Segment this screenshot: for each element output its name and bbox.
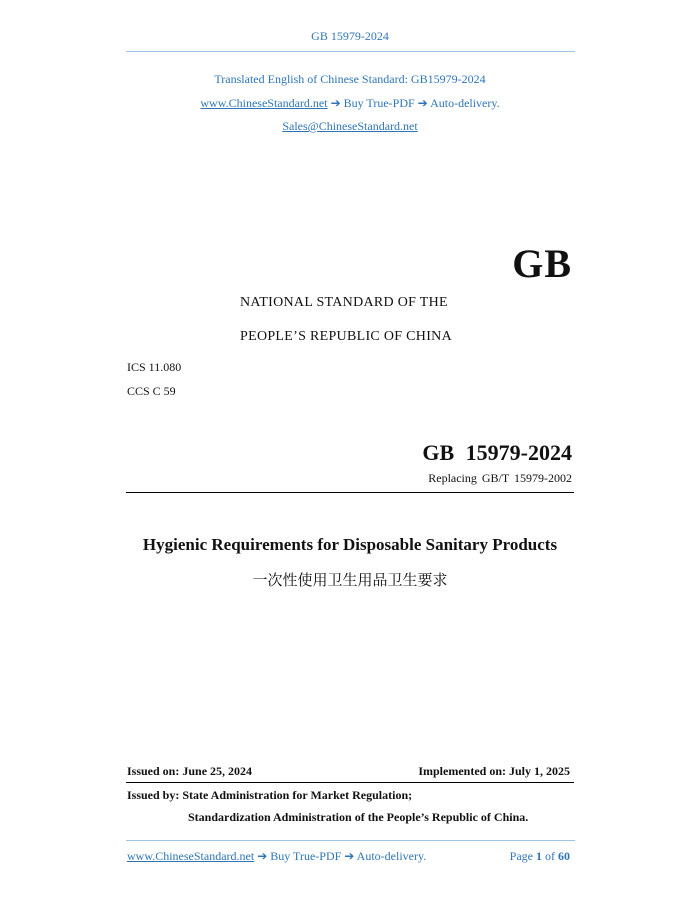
implemented-on: Implemented on: July 1, 2025 [418, 764, 570, 778]
ics-code: ICS 11.080 [127, 360, 182, 374]
replacing-note: Replacing GB/T 15979-2002 [428, 471, 572, 485]
site-link[interactable]: www.ChineseStandard.net [200, 96, 328, 110]
issued-by-second: Standardization Administration of the People’s Republic of China. [188, 810, 529, 824]
page-of: of [545, 849, 555, 863]
title-divider [126, 492, 574, 493]
footer-divider [126, 840, 575, 841]
standard-number: GB 15979-2024 [422, 440, 572, 465]
buy-text: ➔ Buy True-PDF ➔ Auto-delivery. [327, 96, 500, 110]
translation-notice: Translated English of Chinese Standard: GB15979-2024 [214, 72, 486, 86]
email-line [0, 119, 700, 134]
buy-line [0, 96, 700, 111]
page-current: 1 [536, 849, 542, 863]
ccs-code: CCS C 59 [127, 384, 176, 398]
footer-buy-line [127, 849, 426, 864]
title-english: Hygienic Requirements for Disposable Sanitary Products [142, 535, 558, 554]
gb-logo: GB [512, 241, 572, 286]
page-total: 60 [558, 849, 570, 863]
footer-site-link[interactable]: www.ChineseStandard.net [127, 849, 255, 863]
email-link[interactable]: Sales@ChineseStandard.net [282, 119, 418, 133]
title-chinese: 一次性使用卫生用品卫生要求 [252, 571, 448, 589]
header-standard-code: GB 15979-2024 [311, 29, 389, 43]
page-label: Page [509, 849, 533, 863]
issue-divider [126, 782, 574, 783]
header-divider [126, 51, 575, 52]
national-standard-line2: PEOPLE’S REPUBLIC OF CHINA [240, 329, 452, 344]
footer-buy-text: ➔ Buy True-PDF ➔ Auto-delivery. [254, 849, 427, 863]
issued-on: Issued on: June 25, 2024 [127, 764, 253, 778]
page-number [510, 849, 570, 864]
issued-by: Issued by: State Administration for Market Regulation; [127, 788, 413, 802]
national-standard-line1: NATIONAL STANDARD OF THE [240, 295, 448, 310]
